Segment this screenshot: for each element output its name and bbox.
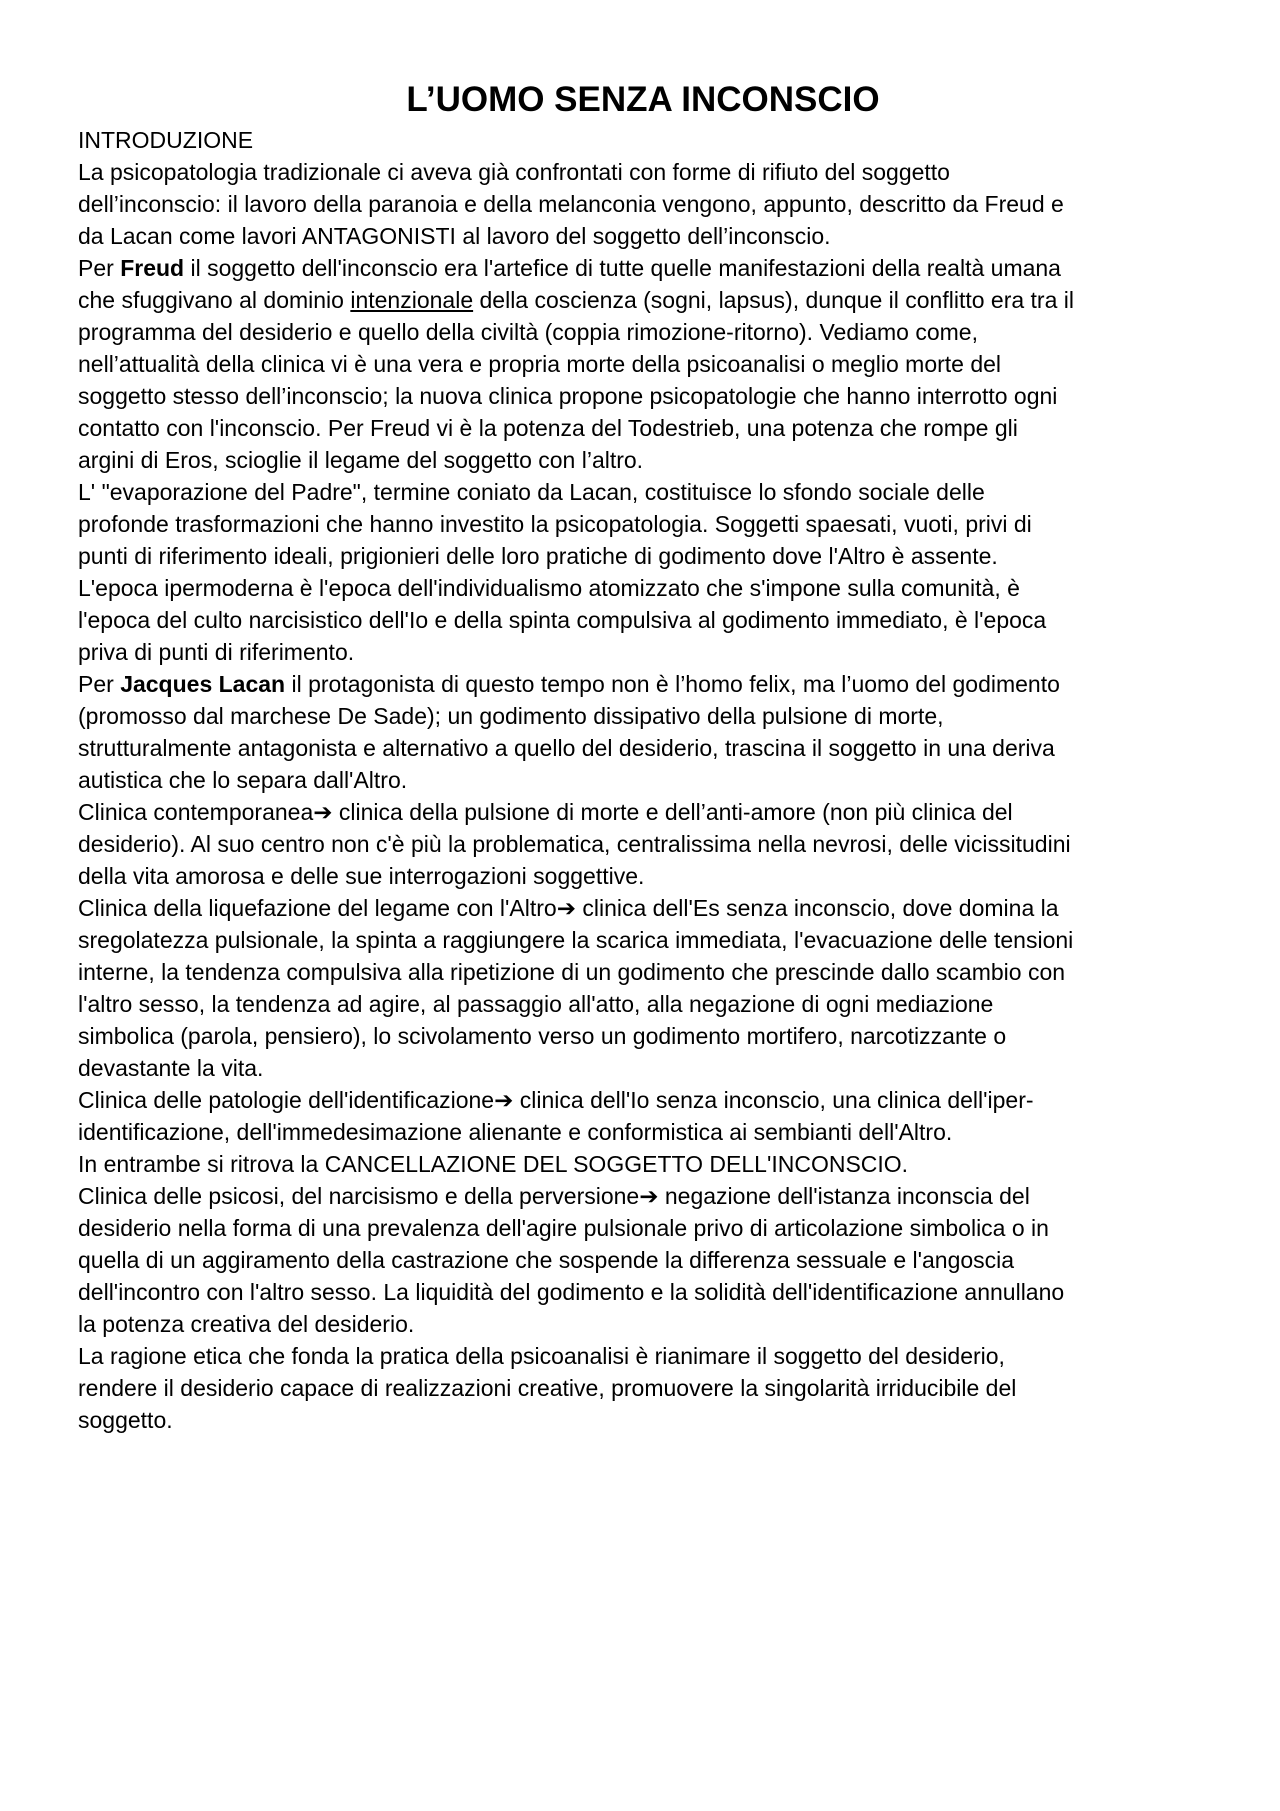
- text-line: (promosso dal marchese De Sade); un godimento dissipativo della pulsione di morte,: [78, 703, 944, 729]
- text-line: dell’inconscio: il lavoro della paranoia e della melanconia vengono, appunto, descritto da Freud e: [78, 191, 1064, 217]
- text-line: [78, 284, 1208, 316]
- text-line: L' "evaporazione del Padre", termine coniato da Lacan, costituisce lo sfondo sociale delle: [78, 479, 985, 505]
- text-line: quella di un aggiramento della castrazione che sospende la differenza sessuale e l'angoscia: [78, 1247, 1015, 1273]
- emphasis-freud: Freud: [120, 255, 185, 281]
- text-line: desiderio nella forma di una prevalenza dell'agire pulsionale privo di articolazione simbolica o in: [78, 1215, 1049, 1241]
- text-run: che sfuggivano al dominio: [78, 287, 351, 313]
- text-line: La psicopatologia tradizionale ci aveva già confrontati con forme di rifiuto del soggetto: [78, 159, 950, 185]
- text-line: interne, la tendenza compulsiva alla ripetizione di un godimento che prescinde dallo scambio con: [78, 959, 1066, 985]
- text-line: autistica che lo separa dall'Altro.: [78, 767, 408, 793]
- paragraph-evaporazione: [78, 476, 1208, 668]
- page-title: L’UOMO SENZA INCONSCIO: [406, 80, 880, 119]
- text-run: il protagonista di questo tempo non è l’homo felix, ma l’uomo del godimento: [285, 671, 1060, 697]
- paragraph-identificazione: [78, 1084, 1208, 1180]
- text-line: Clinica della liquefazione del legame con l'Altro➔ clinica dell'Es senza inconscio, dove domina la: [78, 895, 1059, 921]
- text-line: In entrambe si ritrova la CANCELLAZIONE DEL SOGGETTO DELL'INCONSCIO.: [78, 1151, 909, 1177]
- paragraph-clinica-contemporanea: [78, 796, 1208, 892]
- text-line: sregolatezza pulsionale, la spinta a raggiungere la scarica immediata, l'evacuazione delle tensioni: [78, 927, 1074, 953]
- text-line: priva di punti di riferimento.: [78, 639, 355, 665]
- text-line: soggetto stesso dell’inconscio; la nuova clinica propone psicopatologie che hanno interrotto ogni: [78, 383, 1058, 409]
- text-line: della vita amorosa e delle sue interrogazioni soggettive.: [78, 863, 645, 889]
- text-line: l'altro sesso, la tendenza ad agire, al passaggio all'atto, alla negazione di ogni mediazione: [78, 991, 994, 1017]
- text-line: L'epoca ipermoderna è l'epoca dell'individualismo atomizzato che s'impone sulla comunità, è: [78, 575, 1020, 601]
- text-line: contatto con l'inconscio. Per Freud vi è la potenza del Todestrieb, una potenza che rompe gli: [78, 415, 1018, 441]
- document-body: [78, 124, 1208, 1436]
- paragraph-intro: [78, 156, 1208, 252]
- text-run: Per: [78, 671, 121, 697]
- text-line: identificazione, dell'immedesimazione alienante e conformistica ai sembianti dell'Altro.: [78, 1119, 953, 1145]
- paragraph-freud: [78, 252, 1208, 476]
- text-line: soggetto.: [78, 1407, 173, 1433]
- text-line: [78, 668, 1208, 700]
- paragraph-liquefazione: [78, 892, 1208, 1084]
- document-page: [78, 78, 1208, 1436]
- text-line: desiderio). Al suo centro non c'è più la problematica, centralissima nella nevrosi, delle vicissitudini: [78, 831, 1071, 857]
- paragraph-psicosi: [78, 1180, 1208, 1340]
- text-line: rendere il desiderio capace di realizzazioni creative, promuovere la singolarità irriducibile del: [78, 1375, 1017, 1401]
- section-heading: INTRODUZIONE: [78, 127, 254, 153]
- text-line: da Lacan come lavori ANTAGONISTI al lavoro del soggetto dell’inconscio.: [78, 223, 831, 249]
- text-run: della coscienza (sogni, lapsus), dunque il conflitto era tra il: [473, 287, 1074, 313]
- text-run: Per: [78, 255, 121, 281]
- paragraph-ragione-etica: [78, 1340, 1208, 1436]
- text-line: Clinica delle psicosi, del narcisismo e della perversione➔ negazione dell'istanza inconscia del: [78, 1183, 1030, 1209]
- emphasis-lacan: Jacques Lacan: [120, 671, 286, 697]
- text-line: simbolica (parola, pensiero), lo scivolamento verso un godimento mortifero, narcotizzante o: [78, 1023, 1007, 1049]
- paragraph-lacan: [78, 668, 1208, 796]
- text-line: Clinica contemporanea➔ clinica della pulsione di morte e dell’anti-amore (non più clinica del: [78, 799, 1013, 825]
- text-line: [78, 252, 1208, 284]
- text-line: dell'incontro con l'altro sesso. La liquidità del godimento e la solidità dell'identificazione annullano: [78, 1279, 1065, 1305]
- text-line: profonde trasformazioni che hanno investito la psicopatologia. Soggetti spaesati, vuoti, privi di: [78, 511, 1032, 537]
- text-line: Clinica delle patologie dell'identificazione➔ clinica dell'Io senza inconscio, una clinica dell'iper-: [78, 1087, 1034, 1113]
- text-line: strutturalmente antagonista e alternativo a quello del desiderio, trascina il soggetto in una deriva: [78, 735, 1055, 761]
- text-run: il soggetto dell'inconscio era l'artefice di tutte quelle manifestazioni della realtà umana: [184, 255, 1061, 281]
- underlined-intenzionale: intenzionale: [350, 287, 474, 313]
- text-line: devastante la vita.: [78, 1055, 264, 1081]
- text-line: La ragione etica che fonda la pratica della psicoanalisi è rianimare il soggetto del desiderio,: [78, 1343, 1005, 1369]
- text-line: programma del desiderio e quello della civiltà (coppia rimozione-ritorno). Vediamo come,: [78, 319, 978, 345]
- text-line: argini di Eros, scioglie il legame del soggetto con l’altro.: [78, 447, 644, 473]
- text-line: l'epoca del culto narcisistico dell'Io e della spinta compulsiva al godimento immediato, è l'epoca: [78, 607, 1047, 633]
- text-line: la potenza creativa del desiderio.: [78, 1311, 415, 1337]
- text-line: nell’attualità della clinica vi è una vera e propria morte della psicoanalisi o meglio morte del: [78, 351, 1002, 377]
- text-line: punti di riferimento ideali, prigionieri delle loro pratiche di godimento dove l'Altro è assente.: [78, 543, 998, 569]
